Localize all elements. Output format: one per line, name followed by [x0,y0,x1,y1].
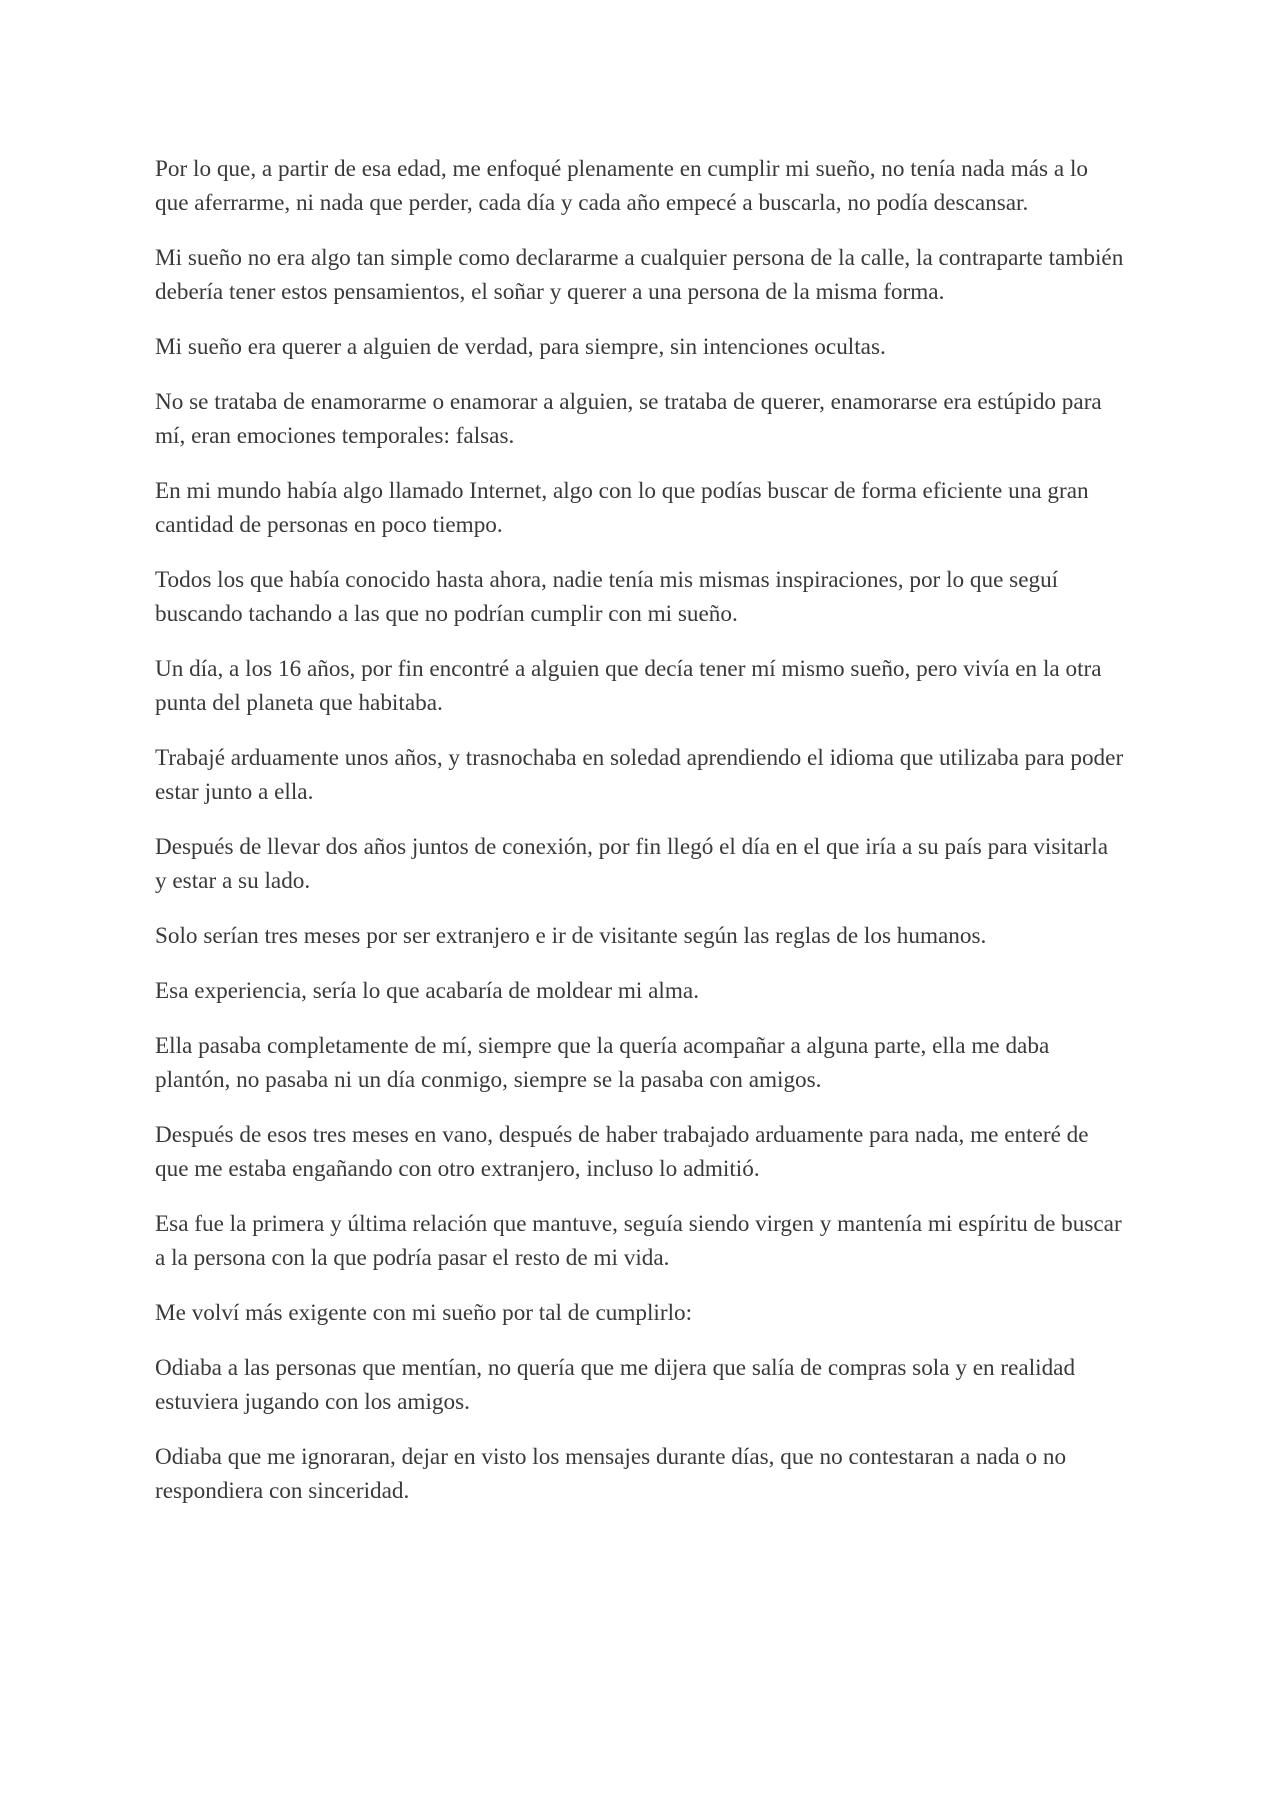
paragraph: Odiaba que me ignoraran, dejar en visto los mensajes durante días, que no contestaran a nada o no respondiera con sinceridad. [155,1444,1067,1504]
document-body [155,152,1125,1529]
paragraph: Mi sueño era querer a alguien de verdad, para siempre, sin intenciones ocultas. [155,334,886,360]
paragraph: Me volví más exigente con mi sueño por tal de cumplirlo: [155,1300,693,1326]
paragraph: Después de esos tres meses en vano, después de haber trabajado arduamente para nada, me enteré de que me estaba engañando con otro extranjero, incluso lo admitió. [155,1122,1089,1182]
paragraph: Odiaba a las personas que mentían, no quería que me dijera que salía de compras sola y en realidad estuviera jugando con los amigos. [155,1355,1076,1415]
paragraph: Después de llevar dos años juntos de conexión, por fin llegó el día en el que iría a su país para visitarla y estar a su lado. [155,834,1108,894]
paragraph: Trabajé arduamente unos años, y trasnochaba en soledad aprendiendo el idioma que utilizaba para poder estar junto a ella. [155,745,1124,805]
paragraph: Mi sueño no era algo tan simple como declararme a cualquier persona de la calle, la contraparte también debería tener estos pensamientos, el soñar y querer a una persona de la misma forma. [155,245,1124,305]
paragraph: No se trataba de enamorarme o enamorar a alguien, se trataba de querer, enamorarse era estúpido para mí, eran emociones temporales: falsas. [155,389,1102,449]
paragraph: Ella pasaba completamente de mí, siempre que la quería acompañar a alguna parte, ella me daba plantón, no pasaba ni un día conmigo, siempre se la pasaba con amigos. [155,1033,1050,1093]
paragraph: Esa fue la primera y última relación que mantuve, seguía siendo virgen y mantenía mi espíritu de buscar a la persona con la que podría pasar el resto de mi vida. [155,1211,1122,1271]
paragraph: Por lo que, a partir de esa edad, me enfoqué plenamente en cumplir mi sueño, no tenía nada más a lo que aferrarme, ni nada que perder, cada día y cada año empecé a buscarla, no podía descansar. [155,156,1088,216]
paragraph: Solo serían tres meses por ser extranjero e ir de visitante según las reglas de los humanos. [155,923,987,949]
paragraph: Esa experiencia, sería lo que acabaría de moldear mi alma. [155,978,699,1004]
paragraph: Todos los que había conocido hasta ahora, nadie tenía mis mismas inspiraciones, por lo que seguí buscando tachando a las que no podrían cumplir con mi sueño. [155,567,1059,627]
paragraph: En mi mundo había algo llamado Internet, algo con lo que podías buscar de forma eficiente una gran cantidad de personas en poco tiempo. [155,478,1089,538]
paragraph: Un día, a los 16 años, por fin encontré a alguien que decía tener mí mismo sueño, pero vivía en la otra punta del planeta que habitaba. [155,656,1102,716]
